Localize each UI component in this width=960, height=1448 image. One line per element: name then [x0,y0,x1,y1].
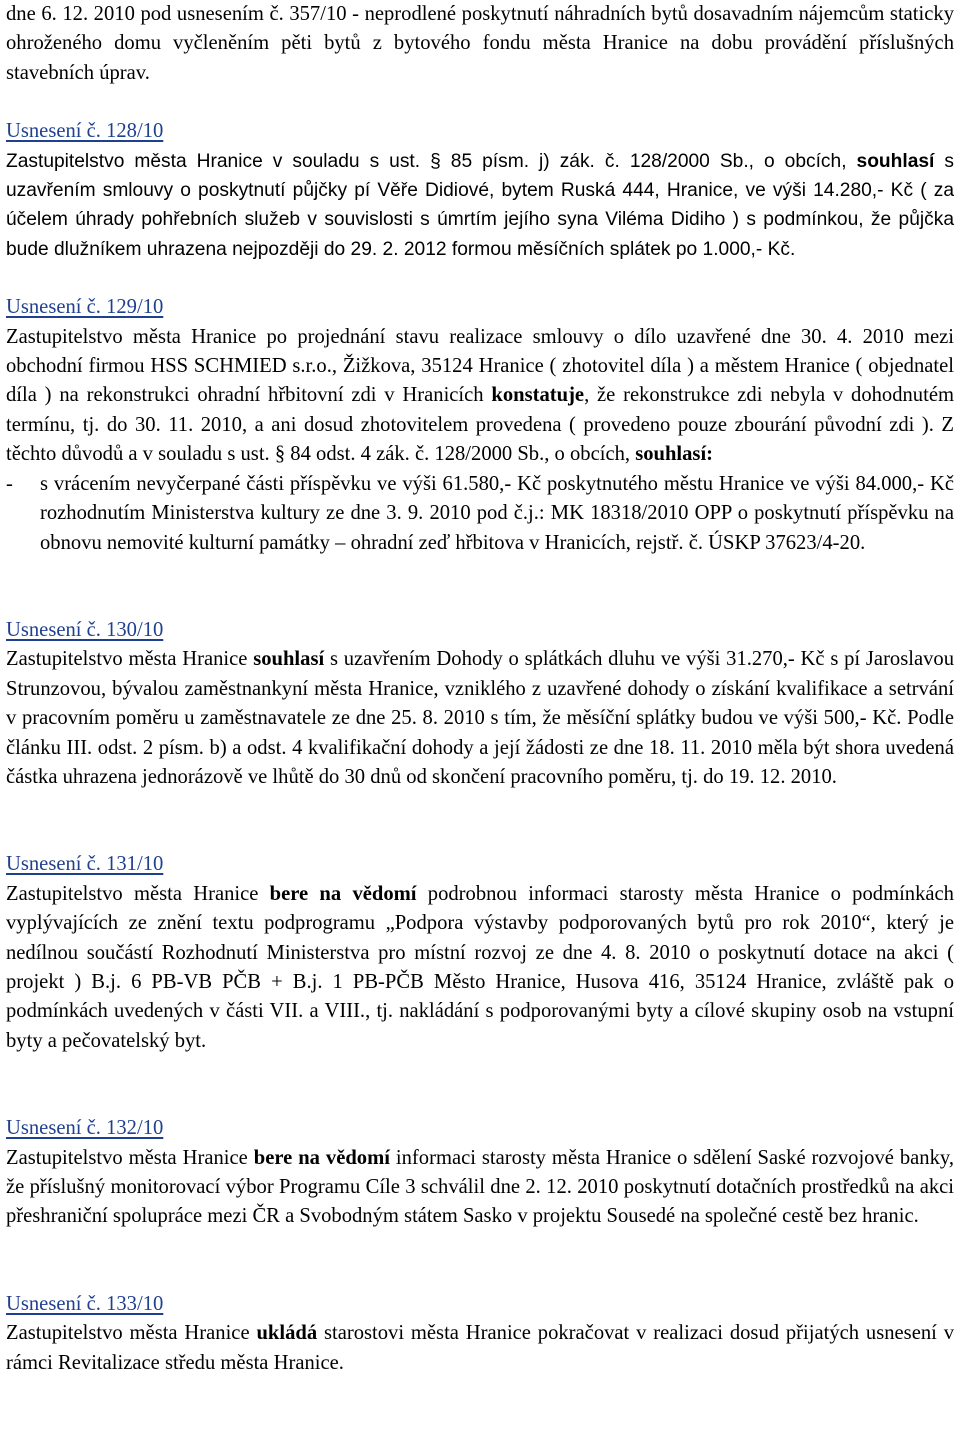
bullet-dash: - [6,472,13,495]
bold-keyword: souhlasí [856,150,935,172]
body-text: , že rekonstrukce zdi nebyla v dohodnutém termínu, tj. do 30. 11. 2010, a ani dosud zhotovitelem provedena ( provedeno pouze zbourání původní zdi ). Z těchto důvodů a v souladu s ust. § 84 odst. 4 zák. č. 128/2000 Sb., o obcích, [6,384,954,466]
resolution-heading: Usnesení č. 131/10 [6,853,164,876]
bold-keyword: bere na vědomí [253,1146,390,1169]
bold-keyword: souhlasí [253,648,325,671]
bold-keyword: ukládá [256,1322,318,1345]
body-text: s uzavřením smlouvy o poskytnutí půjčky pí Věře Didiové, bytem Ruská 444, Hranice, ve výši 14.280,- Kč ( za účelem úhrady pohřebních služeb v souvislosti s úmrtím jejího syna Viléma Didiho ) s podmínkou, že půjčka bude dlužníkem uhrazena nejpozději do 29. 2. 2012 formou měsíčních splátek po 1.000,- Kč. [6,150,954,260]
body-text: podrobnou informaci starosty města Hranice o podmínkách vyplývajících ze znění textu podprogramu „Podpora výstavby podporovaných bytů pro rok 2010“, který je nedílnou součástí Rozhodnutí Ministerstva pro místní rozvoj ze dne 4. 8. 2010 o poskytnutí dotace na akci ( projekt ) B.j. 6 PB-VB PČB + B.j. 1 PB-PČB Město Hranice, Husova 416, 35124 Hranice, zvláště pak o podmínkách uvedených v části VII. a VIII., tj. nakládání s podporovanými byty a cílové skupiny osob na vstupní byty a pečovatelský byt. [6,882,954,1052]
resolution-129 [6,293,954,558]
resolution-heading: Usnesení č. 133/10 [6,1292,164,1315]
resolution-body [6,147,954,265]
resolution-heading: Usnesení č. 130/10 [6,618,164,641]
resolution-heading: Usnesení č. 129/10 [6,296,164,319]
bullet-text: s vrácením nevyčerpané části příspěvku ve výši 61.580,- Kč poskytnutého městu Hranice ve výši 84.000,- Kč rozhodnutím Ministerstva kultury ze dne 3. 9. 2010 pod č.j.: MK 18318/2010 OPP o poskytnutí příspěvku na obnovu nemovité kulturní památky – ohradní zeď hřbitova v Hranicích, rejstř. č. ÚSKP 37623/4-20. [40,472,954,554]
body-text: Zastupitelstvo města Hranice [6,648,254,671]
body-text: Zastupitelstvo města Hranice [6,882,270,905]
resolution-body [6,323,954,470]
resolution-heading: Usnesení č. 128/10 [6,120,164,143]
resolution-131 [6,850,954,1056]
resolution-body [6,645,954,792]
body-text: Zastupitelstvo města Hranice [6,1322,257,1345]
resolution-132 [6,1114,954,1232]
body-text: Zastupitelstvo města Hranice [6,1146,254,1169]
document-page [6,0,954,1378]
resolution-128 [6,117,954,264]
bold-keyword: konstatuje [491,384,585,407]
bold-keyword: souhlasí: [635,443,714,466]
bold-keyword: bere na vědomí [269,882,417,905]
intro-paragraph: dne 6. 12. 2010 pod usnesením č. 357/10 - neprodlené poskytnutí náhradních bytů dosavadním nájemcům staticky ohroženého domu vyčleněním pěti bytů z bytového fondu města Hranice na dobu provádění příslušných stavebních úprav. [6,3,954,84]
body-text: Zastupitelstvo města Hranice v souladu s ust. § 85 písm. j) zák. č. 128/2000 Sb., o obcích, [6,150,857,172]
resolution-133 [6,1290,954,1378]
body-text: informaci starosty města Hranice o sdělení Saské rozvojové banky, že příslušný monitorovací výbor Programu Cíle 3 schválil dne 2. 12. 2010 poskytnutí dotačních prostředků na akci přeshraniční spolupráce mezi ČR a Svobodným státem Sasko v projektu Sousedé na společné cestě bez hranic. [6,1146,954,1228]
resolution-body [6,1144,954,1232]
bullet-item [6,470,954,558]
body-text: s uzavřením Dohody o splátkách dluhu ve výši 31.270,- Kč s pí Jaroslavou Strunzovou, bývalou zaměstnankyní města Hranice, vzniklého z uzavřené dohody o získání kvalifikace a setrvání v pracovním poměru u zaměstnavatele ze dne 25. 8. 2010 s tím, že měsíční splátky budou ve výši 500,- Kč. Podle článku III. odst. 2 písm. b) a odst. 4 kvalifikační dohody a její žádosti ze dne 18. 11. 2010 měla být shora uvedená částka uhrazena jednorázově ve lhůtě do 30 dnů od skončení pracovního poměru, tj. do 19. 12. 2010. [6,648,954,788]
body-text: starostovi města Hranice pokračovat v realizaci dosud přijatých usnesení v rámci Revitalizace středu města Hranice. [6,1322,954,1374]
body-text: Zastupitelstvo města Hranice po projednání stavu realizace smlouvy o dílo uzavřené dne 30. 4. 2010 mezi obchodní firmou HSS SCHMIED s.r.o., Žižkova, 35124 Hranice ( zhotovitel díla ) a městem Hranice ( objednatel díla ) na rekonstrukci ohradní hřbitovní zdi v Hranicích [6,325,954,407]
resolution-body [6,880,954,1056]
resolution-body [6,1319,954,1378]
resolution-130 [6,616,954,792]
resolution-heading: Usnesení č. 132/10 [6,1117,164,1140]
